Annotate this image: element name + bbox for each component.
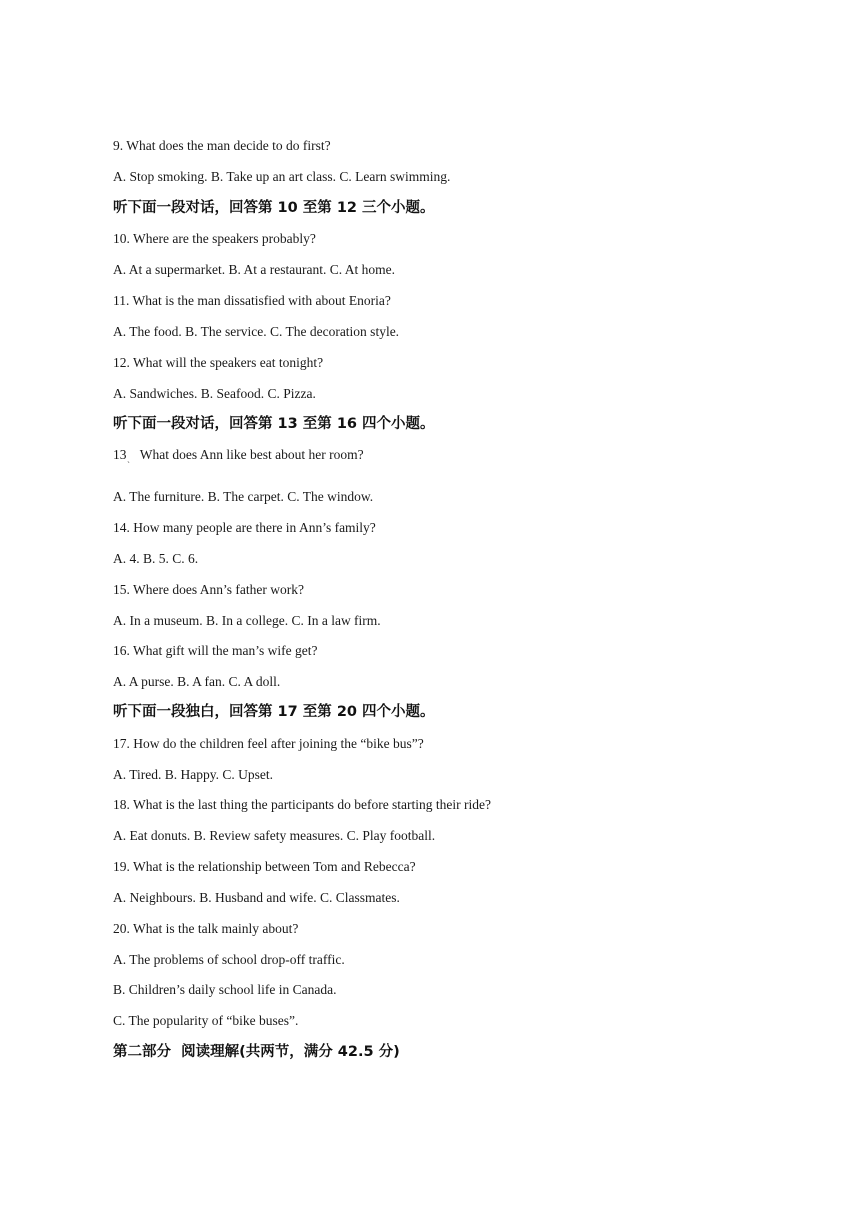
scan-mark: `: [127, 460, 130, 470]
question-17: 17. How do the children feel after joining the “bike bus”?: [113, 736, 424, 751]
question-20-option-b: B. Children’s daily school life in Canada.: [113, 982, 337, 997]
question-20-option-a: A. The problems of school drop-off traffic.: [113, 952, 345, 967]
question-20: 20. What is the talk mainly about?: [113, 921, 299, 936]
question-20-option-c: C. The popularity of “bike buses”.: [113, 1013, 299, 1028]
question-18-options: A. Eat donuts. B. Review safety measures. C. Play football.: [113, 828, 436, 843]
question-10: 10. Where are the speakers probably?: [113, 231, 316, 246]
question-19-options: A. Neighbours. B. Husband and wife. C. Classmates.: [113, 890, 400, 905]
question-17-options: A. Tired. B. Happy. C. Upset.: [113, 767, 274, 782]
question-11-options: A. The food. B. The service. C. The decoration style.: [113, 324, 400, 339]
section-heading-17-20: 听下面一段独白，回答第 17 至第 20 四个小题。: [113, 704, 435, 720]
question-14: 14. How many people are there in Ann’s family?: [113, 520, 376, 535]
question-10-options: A. At a supermarket. B. At a restaurant. C. At home.: [113, 262, 395, 277]
question-13: 13 What does Ann like best about her room?: [113, 447, 364, 462]
part-two-heading: 第二部分 阅读理解(共两节，满分 42.5 分): [113, 1044, 400, 1060]
question-9: 9. What does the man decide to do first?: [113, 138, 331, 153]
question-13-options: A. The furniture. B. The carpet. C. The window.: [113, 489, 374, 504]
question-9-options: A. Stop smoking. B. Take up an art class. C. Learn swimming.: [113, 169, 451, 184]
question-16: 16. What gift will the man’s wife get?: [113, 643, 318, 658]
section-heading-10-12: 听下面一段对话，回答第 10 至第 12 三个小题。: [113, 200, 435, 216]
question-16-options: A. A purse. B. A fan. C. A doll.: [113, 674, 281, 689]
section-heading-13-16: 听下面一段对话，回答第 13 至第 16 四个小题。: [113, 416, 435, 432]
question-15-options: A. In a museum. B. In a college. C. In a law firm.: [113, 613, 381, 628]
question-18: 18. What is the last thing the participants do before starting their ride?: [113, 797, 492, 812]
question-12: 12. What will the speakers eat tonight?: [113, 355, 324, 370]
question-14-options: A. 4. B. 5. C. 6.: [113, 551, 199, 566]
question-11: 11. What is the man dissatisfied with about Enoria?: [113, 293, 391, 308]
question-12-options: A. Sandwiches. B. Seafood. C. Pizza.: [113, 386, 316, 401]
question-19: 19. What is the relationship between Tom and Rebecca?: [113, 859, 416, 874]
question-15: 15. Where does Ann’s father work?: [113, 582, 304, 597]
